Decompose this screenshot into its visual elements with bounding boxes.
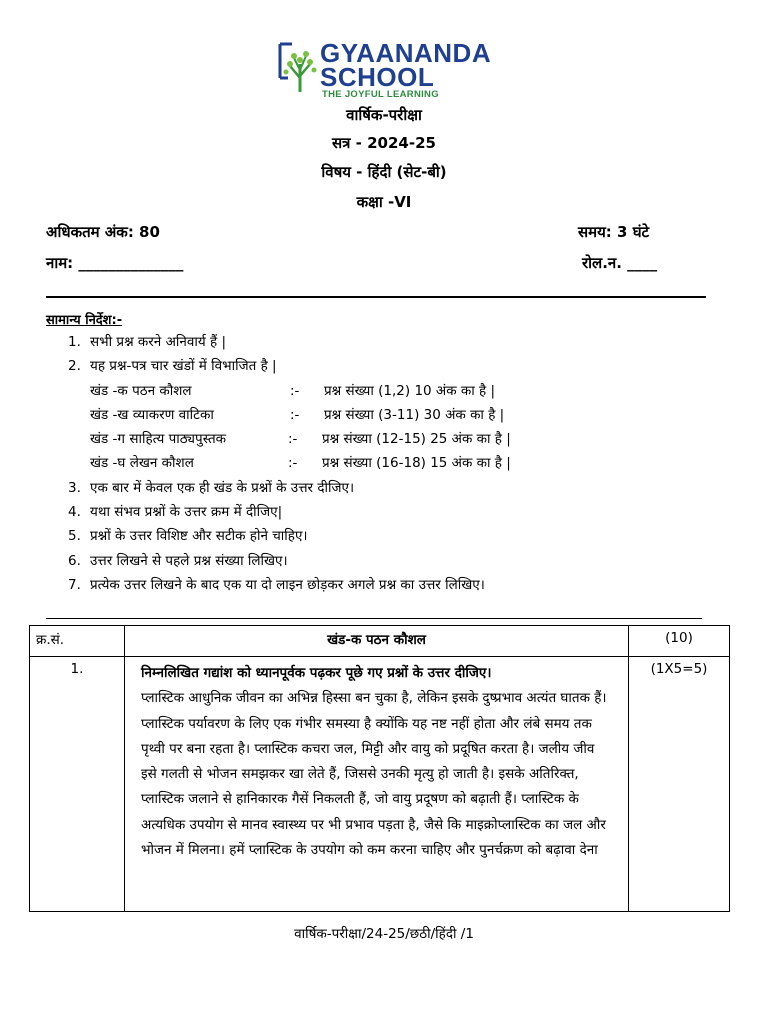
question-table: [29, 625, 730, 912]
section-row: खंड -ख व्याकरण वाटिका :- प्रश्न संख्या (3-11) 30 अंक का है |: [90, 406, 505, 423]
logo-name-line1: GYAANANDA: [320, 38, 492, 68]
header-divider: [46, 296, 706, 298]
instruction-item: 4. यथा संभव प्रश्नों के उत्तर क्रम में दीजिए|: [68, 504, 283, 521]
instruction-item: 3. एक बार में केवल एक ही खंड के प्रश्नों के उत्तर दीजिए।: [68, 479, 355, 496]
instructions-divider: [46, 618, 702, 619]
table-header-row: [30, 626, 730, 657]
sno-header: क्र.सं.: [30, 626, 125, 657]
instructions-title: सामान्य निर्देश:-: [46, 313, 123, 328]
table-row: [30, 657, 730, 912]
question-content: [125, 657, 629, 912]
instructions-list: [68, 330, 708, 597]
logo-name-line2: SCHOOL: [320, 62, 435, 92]
logo-tagline: THE JOYFUL LEARNING: [322, 89, 439, 100]
instruction-item: 1. सभी प्रश्न करने अनिवार्य हैं |: [68, 334, 227, 350]
page-footer: वार्षिक-परीक्षा/24-25/छठी/हिंदी /1: [294, 926, 474, 942]
max-marks: अधिकतम अंक: 80: [46, 223, 160, 241]
name-field: नाम: ______________: [46, 254, 184, 272]
subject: विषय - हिंदी (सेट-बी): [321, 163, 447, 181]
question-instruction: निम्नलिखित गद्यांश को ध्यानपूर्वक पढ़कर पूछे गए प्रश्नों के उत्तर दीजिए।: [141, 665, 492, 681]
time-allowed: समय: 3 घंटे: [578, 223, 650, 241]
passage-text: प्लास्टिक आधुनिक जीवन का अभिन्न हिस्सा बन चुका है, लेकिन इसके दुष्प्रभाव अत्यंत घातक हैं। प्लास्टिक पर्यावरण के लिए एक गंभीर समस्या है क्योंकि यह नष्ट नहीं होता और लंबे समय तक पृथ्वी पर बना रहता है। प्लास्टिक कचरा जल, मिट्टी और वायु को प्रदूषित करता है। जलीय जीव इसे गलती से भोजन समझकर खा लेते हैं, जिससे उनकी मृत्यु हो जाती है। इसके अतिरिक्त, प्लास्टिक जलाने से हानिकारक गैसें निकलती हैं, जो वायु प्रदूषण को बढ़ाती हैं। प्लास्टिक के अत्यधिक उपयोग से मानव स्वास्थ्य पर भी प्रभाव पड़ता है, जैसे कि माइक्रोप्लास्टिक का जल और भोजन में मिलना। हमें प्लास्टिक के उपयोग को कम करना चाहिए और पुनर्चक्रण को बढ़ावा देना: [141, 690, 607, 859]
question-marks: (1X5=5): [629, 657, 730, 912]
class-label: कक्षा -VI: [356, 193, 412, 211]
exam-title: वार्षिक-परीक्षा: [346, 106, 422, 124]
instruction-item: 2. यह प्रश्न-पत्र चार खंडों में विभाजित है |: [68, 358, 277, 375]
marks-header: (10): [629, 626, 730, 657]
school-logo: [278, 38, 494, 100]
roll-number-field: रोल.न. ____: [582, 254, 658, 272]
section-row: खंड -घ लेखन कौशल :- प्रश्न संख्या (16-18) 15 अंक का है |: [90, 455, 511, 472]
section-row: खंड -ग साहित्य पाठ्यपुस्तक :- प्रश्न संख्या (12-15) 25 अंक का है |: [90, 431, 511, 448]
session: सत्र - 2024-25: [332, 134, 436, 152]
instruction-item: 7. प्रत्येक उत्तर लिखने के बाद एक या दो लाइन छोड़कर अगले प्रश्न का उत्तर लिखिए।: [68, 576, 485, 593]
section-header: खंड-क पठन कौशल: [125, 626, 629, 657]
instruction-item: 5. प्रश्नों के उत्तर विशिष्ट और सटीक होने चाहिए।: [68, 528, 308, 545]
tree-logo-icon: [278, 42, 318, 94]
section-row: खंड -क पठन कौशल :- प्रश्न संख्या (1,2) 10 अंक का है |: [90, 382, 496, 399]
question-number: 1.: [30, 657, 125, 912]
instruction-item: 6. उत्तर लिखने से पहले प्रश्न संख्या लिखिए।: [68, 552, 288, 569]
